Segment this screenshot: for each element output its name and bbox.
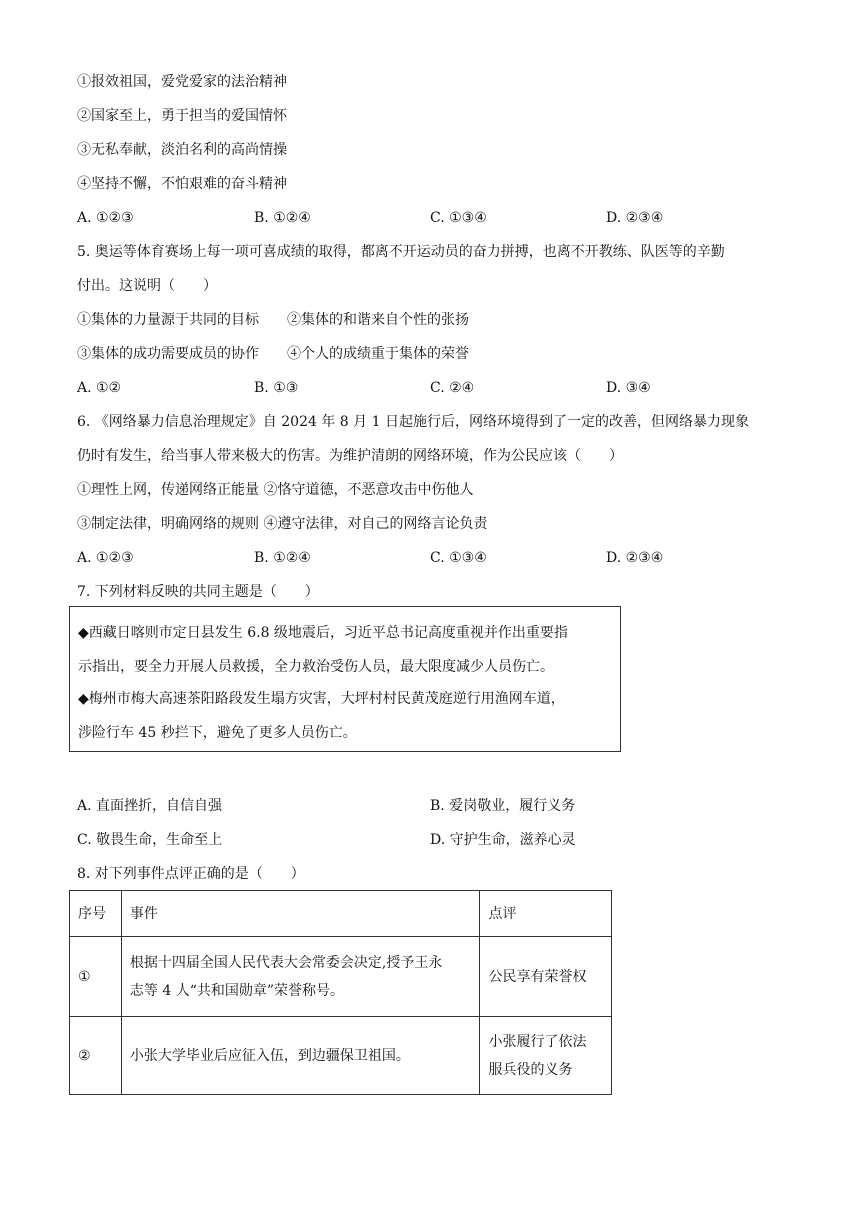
q7-stem: 7. 下列材料反映的共同主题是（ ）: [77, 584, 319, 600]
q7-box-line-3: ◆梅州市梅大高速茶阳路段发生塌方灾害，大坪村村民黄茂庭逆行用渔网车道，: [78, 691, 565, 707]
row-number: ②: [70, 1017, 122, 1095]
table-row: [70, 1017, 612, 1095]
q7-box-line-1: ◆西藏日喀则市定日县发生 6.8 级地震后，习近平总书记高度重视并作出重要指: [78, 625, 568, 641]
q8-table: [69, 890, 612, 1095]
q6-items-line2: ③制定法律，明确网络的规则 ④遵守法律，对自己的网络言论负责: [77, 516, 488, 532]
q5-stem-line2: 付出。这说明（ ）: [77, 278, 217, 294]
q7-box-line-2: 示指出，要全力开展人员救援，全力救治受伤人员，最大限度减少人员伤亡。: [78, 659, 554, 675]
q4-item-2: ②国家至上，勇于担当的爱国情怀: [77, 108, 287, 124]
q6-option-b: B. ①②④: [254, 550, 311, 566]
q4-option-b: B. ①②④: [254, 210, 311, 226]
q6-stem-line2: 仍时有发生，给当事人带来极大的伤害。为维护清朗的网络环境，作为公民应该（ ）: [77, 448, 623, 464]
q6-stem-line1: 6. 《网络暴力信息治理规定》自 2024 年 8 月 1 日起施行后，网络环境得到了一定的改善，但网络暴力现象: [77, 414, 749, 430]
q7-option-c: C. 敬畏生命，生命至上: [77, 832, 223, 848]
row-comment-line: 服兵役的义务: [488, 1061, 573, 1078]
q5-items-line1: ①集体的力量源于共同的目标 ②集体的和谐来自个性的张扬: [77, 312, 469, 328]
q5-items-line2: ③集体的成功需要成员的协作 ④个人的成绩重于集体的荣誉: [77, 346, 469, 362]
row-comment: [480, 937, 612, 1017]
q7-option-b: B. 爱岗敬业，履行义务: [430, 798, 576, 814]
q5-option-d: D. ③④: [606, 380, 651, 396]
q4-option-c: C. ①③④: [430, 210, 487, 226]
row-event-line: 志等 4 人“共和国勋章”荣誉称号。: [129, 982, 345, 999]
q5-option-a: A. ①②: [77, 380, 122, 396]
q4-item-1: ①报效祖国，爱党爱家的法治精神: [77, 74, 287, 90]
q5-option-b: B. ①③: [254, 380, 299, 396]
row-comment: [480, 1017, 612, 1095]
q5-option-c: C. ②④: [430, 380, 475, 396]
q7-option-d: D. 守护生命，滋养心灵: [430, 832, 576, 848]
q4-item-3: ③无私奉献，淡泊名利的高尚情操: [77, 142, 287, 158]
header-event: 事件: [121, 891, 480, 937]
header-comment: 点评: [480, 891, 612, 937]
row-number: ①: [70, 937, 122, 1017]
q4-option-d: D. ②③④: [606, 210, 664, 226]
q7-box-line-4: 涉险行车 45 秒拦下，避免了更多人员伤亡。: [78, 725, 357, 741]
row-event: [121, 937, 480, 1017]
q6-option-d: D. ②③④: [606, 550, 664, 566]
q5-stem-line1: 5. 奥运等体育赛场上每一项可喜成绩的取得，都离不开运动员的奋力拼搏，也离不开教练、队医等的辛勤: [77, 244, 725, 260]
row-event: [121, 1017, 480, 1095]
q6-items-line1: ①理性上网，传递网络正能量 ②恪守道德，不恶意攻击中伤他人: [77, 482, 474, 498]
q7-option-a: A. 直面挫折，自信自强: [77, 798, 223, 814]
q6-option-c: C. ①③④: [430, 550, 487, 566]
table-row: [70, 937, 612, 1017]
row-comment-line: 公民享有荣誉权: [488, 968, 587, 985]
row-event-line: 根据十四届全国人民代表大会常委会决定,授予王永: [129, 954, 443, 971]
q4-item-4: ④坚持不懈，不怕艰难的奋斗精神: [77, 176, 287, 192]
header-number: 序号: [70, 891, 122, 937]
q6-option-a: A. ①②③: [77, 550, 134, 566]
table-header-row: [70, 891, 612, 937]
q8-stem: 8. 对下列事件点评正确的是（ ）: [77, 866, 305, 882]
row-comment-line: 小张履行了依法: [488, 1033, 587, 1050]
row-event-line: 小张大学毕业后应征入伍，到边疆保卫祖国。: [129, 1047, 410, 1064]
q7-material-box: [69, 606, 621, 752]
q4-option-a: A. ①②③: [77, 210, 134, 226]
